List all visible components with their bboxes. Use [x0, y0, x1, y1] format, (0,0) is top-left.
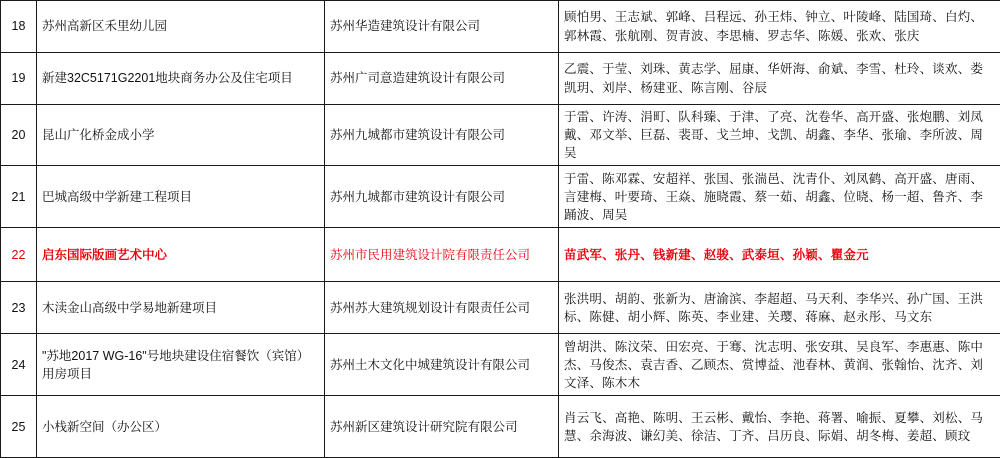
row-design-unit: 苏州九城都市建筑设计有限公司 — [325, 105, 559, 166]
row-project-name: 启东国际版画艺术中心 — [37, 228, 325, 282]
row-project-name: 小栈新空间（办公区） — [37, 396, 325, 458]
table-row — [1, 282, 1000, 334]
row-design-unit: 苏州广司意造建筑设计有限公司 — [325, 53, 559, 105]
row-index: 23 — [1, 282, 37, 334]
row-project-name: 苏州高新区禾里幼儿园 — [37, 1, 325, 53]
row-index: 22 — [1, 228, 37, 282]
table-row — [1, 334, 1000, 396]
row-design-unit: 苏州市民用建筑设计院有限责任公司 — [325, 228, 559, 282]
row-design-unit: 苏州苏大建筑规划设计有限责任公司 — [325, 282, 559, 334]
row-project-name: "苏地2017 WG-16"号地块建设住宿餐饮（宾馆）用房项目 — [37, 334, 325, 396]
row-designers: 苗武军、张丹、钱新建、赵骏、武泰垣、孙颖、瞿金元 — [559, 228, 1000, 282]
table-row — [1, 166, 1000, 228]
row-design-unit: 苏州华造建筑设计有限公司 — [325, 1, 559, 53]
row-index: 20 — [1, 105, 37, 166]
table-row — [1, 53, 1000, 105]
row-designers: 于雷、陈邓霖、安超祥、张国、张湍邑、沈青仆、刘凤鹤、高开盛、唐雨、言建梅、叶要琦、王焱、施晓霞、蔡一茹、胡鑫、位晓、杨一超、鲁齐、李踊波、周吴 — [559, 166, 1000, 228]
table-body — [1, 1, 1000, 458]
row-designers: 肖云飞、高艳、陈明、王云彬、戴怡、李艳、蒋署、喻振、夏攀、刘松、马慧、余海波、谦幻美、徐洁、丁齐、吕历良、际娟、胡冬梅、姜超、顾玟 — [559, 396, 1000, 458]
table-row — [1, 105, 1000, 166]
row-project-name: 新建32C5171G2201地块商务办公及住宅项目 — [37, 53, 325, 105]
row-index: 19 — [1, 53, 37, 105]
row-designers: 于雷、许涛、涓町、队科臻、于津、了亮、沈卷华、高开盛、张炮鹏、刘凤戴、邓文举、巨磊、裴哥、戈兰坤、戈凯、胡鑫、李华、张瑜、李所波、周吴 — [559, 105, 1000, 166]
row-design-unit: 苏州九城都市建筑设计有限公司 — [325, 166, 559, 228]
table-row-highlighted — [1, 228, 1000, 282]
row-index: 25 — [1, 396, 37, 458]
row-index: 24 — [1, 334, 37, 396]
row-design-unit: 苏州新区建筑设计研究院有限公司 — [325, 396, 559, 458]
row-project-name: 巴城高级中学新建工程项目 — [37, 166, 325, 228]
row-index: 18 — [1, 1, 37, 53]
row-project-name: 昆山广化桥金成小学 — [37, 105, 325, 166]
row-designers: 张洪明、胡韵、张新为、唐渝滨、李超超、马天利、李华兴、孙广国、王洪标、陈健、胡小辉、陈英、李业建、关璎、蒋麻、赵永彤、马文东 — [559, 282, 1000, 334]
row-design-unit: 苏州土木文化中城建筑设计有限公司 — [325, 334, 559, 396]
row-designers: 顾怕男、王志斌、郭峰、吕程远、孙王炜、钟立、叶陵峰、陆国琦、白灼、郭林霞、张航刚、贺青波、李思楠、罗志华、陈媛、张欢、张庆 — [559, 1, 1000, 53]
row-designers: 曾胡洪、陈汶荣、田宏亮、于骞、沈志明、张安琪、吴良军、李惠惠、陈中杰、马俊杰、袁吉香、乙顾杰、赏博益、池春林、黄润、张翰怡、沈齐、刘文泽、陈木木 — [559, 334, 1000, 396]
row-project-name: 木渎金山高级中学易地新建项目 — [37, 282, 325, 334]
row-designers: 乙震、于莹、刘珠、黄志学、屈康、华妍海、俞斌、李雪、杜玲、谈欢、娄凯玥、刘岸、杨建亚、陈言刚、谷辰 — [559, 53, 1000, 105]
row-index: 21 — [1, 166, 37, 228]
table-row — [1, 1, 1000, 53]
